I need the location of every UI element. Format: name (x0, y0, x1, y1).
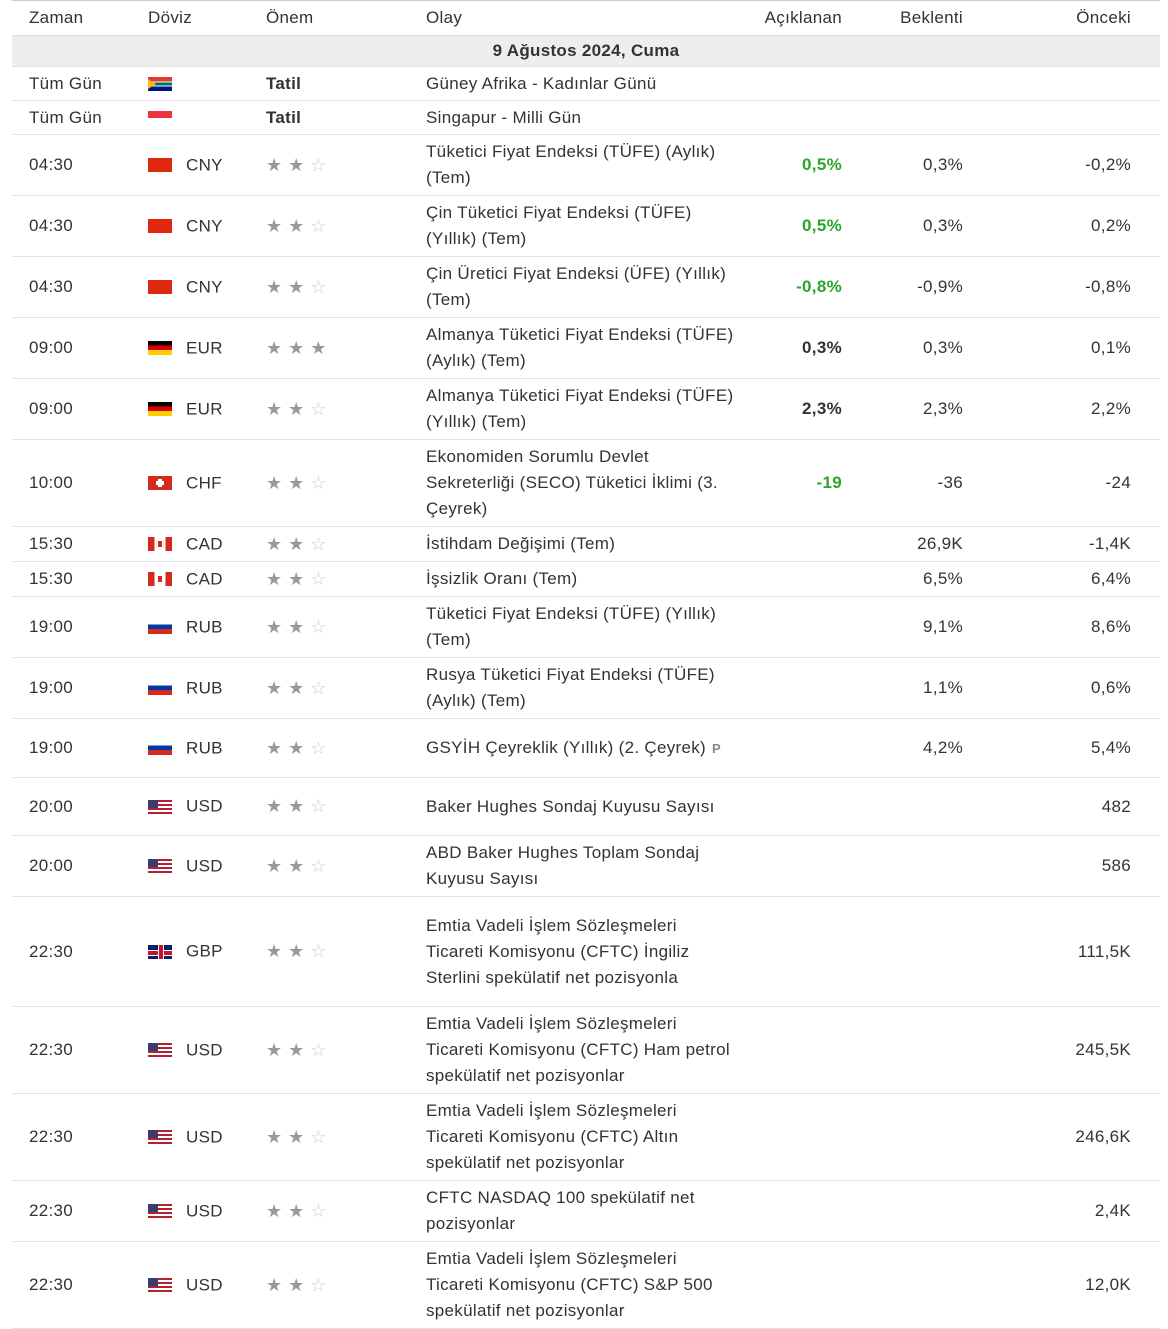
star-filled-icon: ★ (266, 796, 289, 816)
importance-stars (266, 399, 332, 419)
previous-value: 6,4% (963, 562, 1160, 597)
event-cell[interactable] (426, 527, 738, 562)
currency-code: USD (186, 856, 223, 876)
event-time: 15:30 (12, 527, 148, 562)
flag-icon (148, 572, 172, 586)
currency-cell (148, 1007, 266, 1094)
importance-stars (266, 678, 332, 698)
event-row[interactable] (12, 1181, 1160, 1242)
forecast-value: 2,3% (842, 379, 963, 440)
actual-value: -19 (738, 440, 842, 527)
forecast-value: 6,5% (842, 562, 963, 597)
event-time: 09:00 (12, 318, 148, 379)
flag-icon (148, 402, 172, 416)
importance-stars (266, 473, 332, 493)
event-row[interactable] (12, 135, 1160, 196)
event-cell[interactable] (426, 836, 738, 897)
currency-cell (148, 897, 266, 1007)
star-filled-icon: ★ (288, 677, 311, 698)
previous-value: 12,0K (963, 1242, 1160, 1329)
currency-code: USD (186, 1040, 223, 1060)
flag-icon (148, 620, 172, 634)
currency-code: RUB (186, 678, 223, 698)
actual-value (738, 719, 842, 778)
currency-cell (148, 1242, 266, 1329)
event-cell[interactable] (426, 1094, 738, 1181)
star-filled-icon: ★ (266, 1039, 289, 1060)
currency-code: EUR (186, 399, 223, 419)
currency-cell (148, 101, 266, 135)
event-name[interactable]: Güney Afrika - Kadınlar Günü (426, 67, 1160, 101)
event-row[interactable] (12, 1094, 1160, 1181)
importance-cell (266, 527, 426, 562)
actual-value (738, 597, 842, 658)
forecast-value (842, 778, 963, 836)
event-name[interactable]: CFTC NASDAQ 100 spekülatif net pozisyonlar (426, 1188, 695, 1233)
event-name[interactable]: Emtia Vadeli İşlem Sözleşmeleri Ticareti Komisyonu (CFTC) İngiliz Sterlini spekülatif net pozisyonla (426, 915, 690, 987)
currency-cell (148, 719, 266, 778)
flag-icon (148, 741, 172, 755)
importance-stars (266, 534, 332, 554)
actual-value (738, 1242, 842, 1329)
header-importance[interactable]: Önem (266, 1, 426, 36)
date-row (12, 36, 1160, 67)
flag-icon (148, 1130, 172, 1144)
event-time: 22:30 (12, 1242, 148, 1329)
importance-stars (266, 1040, 332, 1060)
forecast-value: -36 (842, 440, 963, 527)
flag-icon (148, 800, 172, 814)
flag-icon (148, 1043, 172, 1057)
previous-value: 8,6% (963, 597, 1160, 658)
actual-value: 0,3% (738, 318, 842, 379)
event-time: 22:30 (12, 897, 148, 1007)
event-cell[interactable] (426, 440, 738, 527)
previous-value: 482 (963, 778, 1160, 836)
event-name[interactable]: İşsizlik Oranı (Tem) (426, 569, 578, 588)
event-name[interactable]: Tüketici Fiyat Endeksi (TÜFE) (Aylık) (Tem) (426, 142, 716, 187)
event-cell[interactable] (426, 135, 738, 196)
star-filled-icon: ★ (266, 941, 289, 961)
event-row[interactable] (12, 719, 1160, 778)
star-filled-icon: ★ (266, 398, 289, 419)
actual-value (738, 836, 842, 897)
previous-value: -0,2% (963, 135, 1160, 196)
event-row[interactable] (12, 562, 1160, 597)
actual-value (738, 658, 842, 719)
currency-code: USD (186, 796, 223, 816)
currency-code: RUB (186, 738, 223, 758)
event-name[interactable]: Emtia Vadeli İşlem Sözleşmeleri Ticareti Komisyonu (CFTC) Ham petrol spekülatif net pozisyonlar (426, 1014, 730, 1085)
importance-cell (266, 778, 426, 836)
currency-cell (148, 257, 266, 318)
importance-stars (266, 338, 332, 358)
star-empty-icon: ☆ (310, 1200, 333, 1221)
star-empty-icon: ☆ (310, 472, 333, 493)
star-empty-icon: ☆ (310, 1274, 333, 1295)
star-filled-icon: ★ (266, 568, 289, 589)
economic-calendar-table (12, 0, 1160, 1329)
event-cell[interactable] (426, 719, 738, 778)
currency-code: GBP (186, 941, 223, 961)
event-row[interactable] (12, 527, 1160, 562)
forecast-value: 26,9K (842, 527, 963, 562)
flag-icon (148, 1204, 172, 1218)
currency-cell (148, 658, 266, 719)
importance-cell (266, 1094, 426, 1181)
importance-stars (266, 856, 332, 876)
event-time: 20:00 (12, 836, 148, 897)
actual-value (738, 1181, 842, 1242)
holiday-row[interactable] (12, 67, 1160, 101)
currency-code: CAD (186, 569, 223, 589)
forecast-value: 0,3% (842, 318, 963, 379)
star-empty-icon: ☆ (310, 616, 333, 637)
event-cell[interactable] (426, 778, 738, 836)
currency-cell (148, 1094, 266, 1181)
previous-value: 2,4K (963, 1181, 1160, 1242)
importance-stars (266, 738, 332, 758)
event-row[interactable] (12, 196, 1160, 257)
star-empty-icon: ☆ (310, 398, 333, 419)
header-forecast[interactable]: Beklenti (842, 1, 963, 36)
event-name[interactable]: Ekonomiden Sorumlu Devlet Sekreterliği (SECO) Tüketici İklimi (3. Çeyrek) (426, 447, 718, 518)
star-filled-icon: ★ (266, 1126, 289, 1147)
preliminary-icon: P (712, 740, 721, 756)
date-label: 9 Ağustos 2024, Cuma (12, 36, 1160, 67)
star-filled-icon: ★ (266, 276, 289, 297)
currency-code: CAD (186, 534, 223, 554)
previous-value: -1,4K (963, 527, 1160, 562)
previous-value: 5,4% (963, 719, 1160, 778)
previous-value: 0,1% (963, 318, 1160, 379)
flag-icon (148, 341, 172, 355)
star-filled-icon: ★ (288, 941, 311, 961)
currency-code: CNY (186, 277, 223, 297)
flag-icon (148, 1278, 172, 1292)
event-cell[interactable] (426, 318, 738, 379)
star-filled-icon: ★ (288, 1039, 311, 1060)
star-empty-icon: ☆ (310, 215, 333, 236)
star-filled-icon: ★ (288, 276, 311, 297)
importance-stars (266, 1275, 332, 1295)
calendar-body (12, 36, 1160, 1329)
flag-icon (148, 537, 172, 551)
currency-cell (148, 562, 266, 597)
event-cell[interactable] (426, 658, 738, 719)
star-filled-icon: ★ (266, 855, 289, 876)
forecast-value (842, 1181, 963, 1242)
flag-icon (148, 681, 172, 695)
star-empty-icon: ☆ (310, 1039, 333, 1060)
actual-value: 0,5% (738, 196, 842, 257)
previous-value: 245,5K (963, 1007, 1160, 1094)
importance-stars (266, 617, 332, 637)
event-time: 19:00 (12, 658, 148, 719)
importance-cell (266, 135, 426, 196)
currency-cell (148, 597, 266, 658)
star-filled-icon: ★ (266, 215, 289, 236)
previous-value: -24 (963, 440, 1160, 527)
event-cell[interactable] (426, 257, 738, 318)
event-cell[interactable] (426, 379, 738, 440)
star-filled-icon: ★ (288, 1126, 311, 1147)
event-time: 22:30 (12, 1094, 148, 1181)
previous-value: 2,2% (963, 379, 1160, 440)
currency-cell (148, 836, 266, 897)
star-filled-icon: ★ (288, 337, 311, 358)
event-name[interactable]: ABD Baker Hughes Toplam Sondaj Kuyusu Sayısı (426, 843, 700, 888)
actual-value (738, 527, 842, 562)
currency-code: CHF (186, 473, 222, 493)
header-previous[interactable]: Önceki (963, 1, 1160, 36)
holiday-label: Tatil (266, 67, 426, 101)
previous-value: 0,2% (963, 196, 1160, 257)
event-time: 19:00 (12, 719, 148, 778)
star-filled-icon: ★ (310, 337, 333, 358)
forecast-value: 1,1% (842, 658, 963, 719)
forecast-value: 0,3% (842, 196, 963, 257)
currency-cell (148, 1181, 266, 1242)
importance-stars (266, 569, 332, 589)
star-filled-icon: ★ (266, 472, 289, 493)
event-time: 04:30 (12, 257, 148, 318)
event-name[interactable]: Çin Tüketici Fiyat Endeksi (TÜFE) (Yıllık) (Tem) (426, 203, 692, 248)
currency-cell (148, 778, 266, 836)
event-name[interactable]: İstihdam Değişimi (Tem) (426, 534, 616, 553)
previous-value: 246,6K (963, 1094, 1160, 1181)
star-filled-icon: ★ (266, 337, 289, 358)
event-time: 19:00 (12, 597, 148, 658)
currency-code: RUB (186, 617, 223, 637)
importance-cell (266, 1242, 426, 1329)
star-filled-icon: ★ (288, 568, 311, 589)
forecast-value (842, 836, 963, 897)
event-time: 10:00 (12, 440, 148, 527)
event-name[interactable]: Almanya Tüketici Fiyat Endeksi (TÜFE) (Aylık) (Tem) (426, 325, 734, 370)
forecast-value (842, 897, 963, 1007)
flag-icon (148, 280, 172, 294)
currency-cell (148, 318, 266, 379)
star-filled-icon: ★ (288, 796, 311, 816)
star-empty-icon: ☆ (310, 1126, 333, 1147)
forecast-value (842, 1007, 963, 1094)
currency-code: USD (186, 1275, 223, 1295)
event-name[interactable]: Almanya Tüketici Fiyat Endeksi (TÜFE) (Yıllık) (Tem) (426, 386, 734, 431)
currency-cell (148, 67, 266, 101)
event-time: 15:30 (12, 562, 148, 597)
importance-cell (266, 440, 426, 527)
importance-cell (266, 257, 426, 318)
star-filled-icon: ★ (288, 1274, 311, 1295)
currency-cell (148, 379, 266, 440)
event-cell[interactable] (426, 1242, 738, 1329)
star-empty-icon: ☆ (310, 941, 333, 961)
star-filled-icon: ★ (266, 1200, 289, 1221)
previous-value: 0,6% (963, 658, 1160, 719)
flag-icon (148, 859, 172, 873)
importance-stars (266, 941, 332, 961)
event-time: 04:30 (12, 135, 148, 196)
previous-value: 586 (963, 836, 1160, 897)
star-filled-icon: ★ (266, 737, 289, 758)
event-name[interactable]: Emtia Vadeli İşlem Sözleşmeleri Ticareti Komisyonu (CFTC) Altın spekülatif net pozisyonlar (426, 1101, 679, 1172)
event-name[interactable]: Tüketici Fiyat Endeksi (TÜFE) (Yıllık) (Tem) (426, 604, 717, 649)
header-actual[interactable]: Açıklanan (738, 1, 842, 36)
table-header-row (12, 1, 1160, 36)
currency-cell (148, 527, 266, 562)
importance-cell (266, 318, 426, 379)
event-cell[interactable] (426, 562, 738, 597)
event-row[interactable] (12, 778, 1160, 836)
star-filled-icon: ★ (288, 472, 311, 493)
importance-stars (266, 155, 332, 175)
header-time[interactable]: Zaman (12, 1, 148, 36)
star-empty-icon: ☆ (310, 796, 333, 816)
event-row[interactable] (12, 257, 1160, 318)
star-empty-icon: ☆ (310, 737, 333, 758)
importance-cell (266, 1007, 426, 1094)
event-row[interactable] (12, 1007, 1160, 1094)
currency-code: USD (186, 1201, 223, 1221)
currency-code: CNY (186, 155, 223, 175)
event-name[interactable]: Singapur - Milli Gün (426, 101, 1160, 135)
actual-value (738, 1007, 842, 1094)
header-event[interactable]: Olay (426, 1, 738, 36)
forecast-value: 0,3% (842, 135, 963, 196)
flag-icon (148, 219, 172, 233)
importance-cell (266, 597, 426, 658)
event-time: Tüm Gün (12, 101, 148, 135)
forecast-value (842, 1094, 963, 1181)
event-row[interactable] (12, 897, 1160, 1007)
event-row[interactable] (12, 836, 1160, 897)
holiday-label: Tatil (266, 101, 426, 135)
currency-code: USD (186, 1127, 223, 1147)
flag-icon (148, 945, 172, 959)
event-cell[interactable] (426, 1007, 738, 1094)
forecast-value (842, 1242, 963, 1329)
forecast-value: 4,2% (842, 719, 963, 778)
importance-stars (266, 1201, 332, 1221)
importance-cell (266, 897, 426, 1007)
actual-value: 2,3% (738, 379, 842, 440)
importance-stars (266, 216, 332, 236)
star-filled-icon: ★ (266, 154, 289, 175)
event-time: 22:30 (12, 1007, 148, 1094)
actual-value (738, 778, 842, 836)
flag-icon (148, 158, 172, 172)
flag-icon (148, 476, 172, 490)
star-empty-icon: ☆ (310, 276, 333, 297)
event-name[interactable]: Baker Hughes Sondaj Kuyusu Sayısı (426, 796, 715, 816)
event-time: Tüm Gün (12, 67, 148, 101)
importance-cell (266, 1181, 426, 1242)
flag-icon (148, 77, 172, 91)
event-row[interactable] (12, 318, 1160, 379)
event-time: 09:00 (12, 379, 148, 440)
importance-stars (266, 796, 332, 816)
star-filled-icon: ★ (288, 737, 311, 758)
importance-cell (266, 196, 426, 257)
currency-cell (148, 135, 266, 196)
star-filled-icon: ★ (266, 533, 289, 554)
star-filled-icon: ★ (266, 616, 289, 637)
event-name[interactable]: Çin Üretici Fiyat Endeksi (ÜFE) (Yıllık) (Tem) (426, 264, 727, 309)
holiday-row[interactable] (12, 101, 1160, 135)
event-name[interactable]: GSYİH Çeyreklik (Yıllık) (2. Çeyrek) (426, 737, 707, 757)
actual-value (738, 1094, 842, 1181)
star-filled-icon: ★ (288, 1200, 311, 1221)
importance-cell (266, 379, 426, 440)
importance-cell (266, 719, 426, 778)
currency-code: EUR (186, 338, 223, 358)
event-cell[interactable] (426, 897, 738, 1007)
event-row[interactable] (12, 1242, 1160, 1329)
event-cell[interactable] (426, 597, 738, 658)
event-row[interactable] (12, 597, 1160, 658)
star-filled-icon: ★ (266, 1274, 289, 1295)
star-empty-icon: ☆ (310, 677, 333, 698)
importance-cell (266, 658, 426, 719)
event-time: 04:30 (12, 196, 148, 257)
event-name[interactable]: Rusya Tüketici Fiyat Endeksi (TÜFE) (Aylık) (Tem) (426, 665, 715, 710)
star-empty-icon: ☆ (310, 154, 333, 175)
star-filled-icon: ★ (288, 398, 311, 419)
importance-cell (266, 836, 426, 897)
importance-stars (266, 1127, 332, 1147)
importance-cell (266, 562, 426, 597)
currency-cell (148, 196, 266, 257)
star-filled-icon: ★ (288, 154, 311, 175)
event-row[interactable] (12, 440, 1160, 527)
previous-value: 111,5K (963, 897, 1160, 1007)
star-empty-icon: ☆ (310, 568, 333, 589)
previous-value: -0,8% (963, 257, 1160, 318)
event-time: 22:30 (12, 1181, 148, 1242)
star-filled-icon: ★ (288, 855, 311, 876)
actual-value: -0,8% (738, 257, 842, 318)
currency-code: CNY (186, 216, 223, 236)
importance-stars (266, 277, 332, 297)
star-filled-icon: ★ (288, 616, 311, 637)
forecast-value: 9,1% (842, 597, 963, 658)
header-currency[interactable]: Döviz (148, 1, 266, 36)
flag-icon (148, 111, 172, 125)
event-cell[interactable] (426, 196, 738, 257)
actual-value (738, 897, 842, 1007)
actual-value (738, 562, 842, 597)
actual-value: 0,5% (738, 135, 842, 196)
event-name[interactable]: Emtia Vadeli İşlem Sözleşmeleri Ticareti Komisyonu (CFTC) S&P 500 spekülatif net pozisyonlar (426, 1249, 713, 1320)
currency-cell (148, 440, 266, 527)
forecast-value: -0,9% (842, 257, 963, 318)
event-time: 20:00 (12, 778, 148, 836)
star-filled-icon: ★ (288, 533, 311, 554)
star-empty-icon: ☆ (310, 533, 333, 554)
event-row[interactable] (12, 379, 1160, 440)
star-empty-icon: ☆ (310, 855, 333, 876)
event-cell[interactable] (426, 1181, 738, 1242)
event-row[interactable] (12, 658, 1160, 719)
star-filled-icon: ★ (266, 677, 289, 698)
star-filled-icon: ★ (288, 215, 311, 236)
